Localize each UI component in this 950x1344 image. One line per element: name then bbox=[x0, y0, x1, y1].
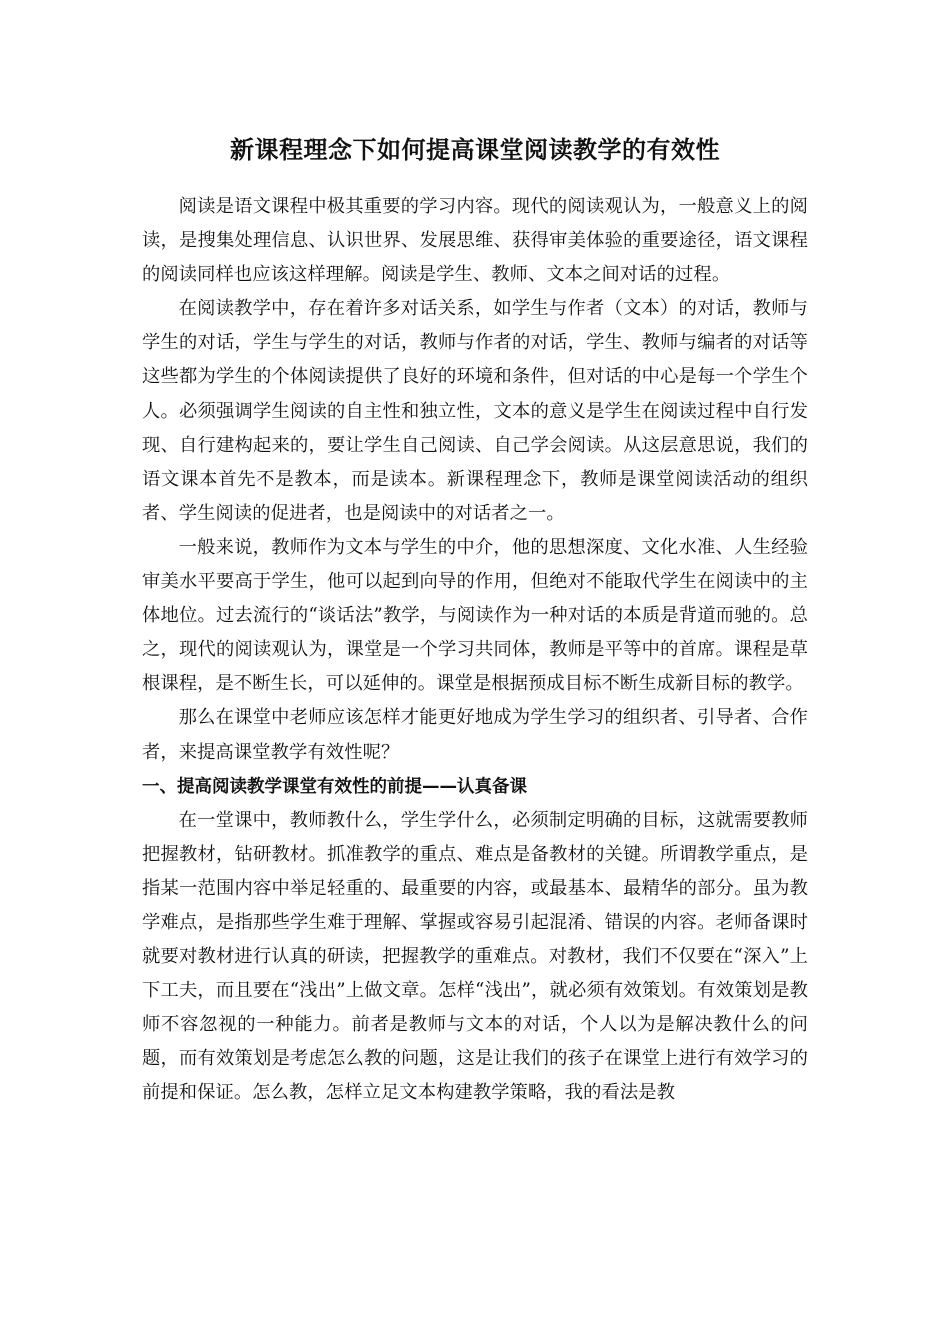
document-page bbox=[142, 128, 808, 1111]
paragraph-3: 一般来说，教师作为文本与学生的中介，他的思想深度、文化水准、人生经验审美水平要高于学生，他可以起到向导的作用，但绝对不能取代学生在阅读中的主体地位。过去流行的“谈话法”教学，与阅读作为一种对话的本质是背道而驰的。总之，现代的阅读观认为，课堂是一个学习共同体，教师是平等中的首席。课程是草根课程，是不断生长，可以延伸的。课堂是根据预成目标不断生成新目标的教学。 bbox=[142, 536, 808, 695]
section-heading: 一、提高阅读教学课堂有效性的前提——认真备课 bbox=[142, 776, 527, 797]
paragraph-4: 那么在课堂中老师应该怎样才能更好地成为学生学习的组织者、引导者、合作者，来提高课堂教学有效性呢？ bbox=[142, 707, 808, 763]
document-title: 新课程理念下如何提高课堂阅读教学的有效性 bbox=[230, 136, 720, 164]
paragraph-1: 阅读是语文课程中极其重要的学习内容。现代的阅读观认为，一般意义上的阅读，是搜集处理信息、认识世界、发展思维、获得审美体验的重要途径，语文课程的阅读同样也应该这样理解。阅读是学生、教师、文本之间对话的过程。 bbox=[142, 196, 808, 286]
section-paragraph: 在一堂课中，教师教什么，学生学什么，必须制定明确的目标，这就需要教师把握教材，钻研教材。抓准教学的重点、难点是备教材的关键。所谓教学重点，是指某一范围内容中举足轻重的、最重要的内容，或最基本、最精华的部分。虽为教学难点，是指那些学生难于理解、掌握或容易引起混淆、错误的内容。老师备课时就要对教材进行认真的研读，把握教学的重难点。对教材，我们不仅要在“深入”上下工夫，而且要在“浅出”上做文章。怎样“浅出”，就必须有效策划。有效策划是教师不容忽视的一种能力。前者是教师与文本的对话，个人以为是解决教什么的问题，而有效策划是考虑怎么教的问题，这是让我们的孩子在课堂上进行有效学习的前提和保证。怎么教，怎样立足文本构建教学策略，我的看法是教 bbox=[142, 809, 808, 1104]
paragraph-2: 在阅读教学中，存在着许多对话关系，如学生与作者（文本）的对话，教师与学生的对话，学生与学生的对话，教师与作者的对话，学生、教师与编者的对话等这些都为学生的个体阅读提供了良好的环境和条件，但对话的中心是每一个学生个人。必须强调学生阅读的自主性和独立性，文本的意义是学生在阅读过程中自行发现、自行建构起来的，要让学生自己阅读、自己学会阅读。从这层意思说，我们的语文课本首先不是教本，而是读本。新课程理念下，教师是课堂阅读活动的组织者、学生阅读的促进者，也是阅读中的对话者之一。 bbox=[142, 298, 808, 524]
